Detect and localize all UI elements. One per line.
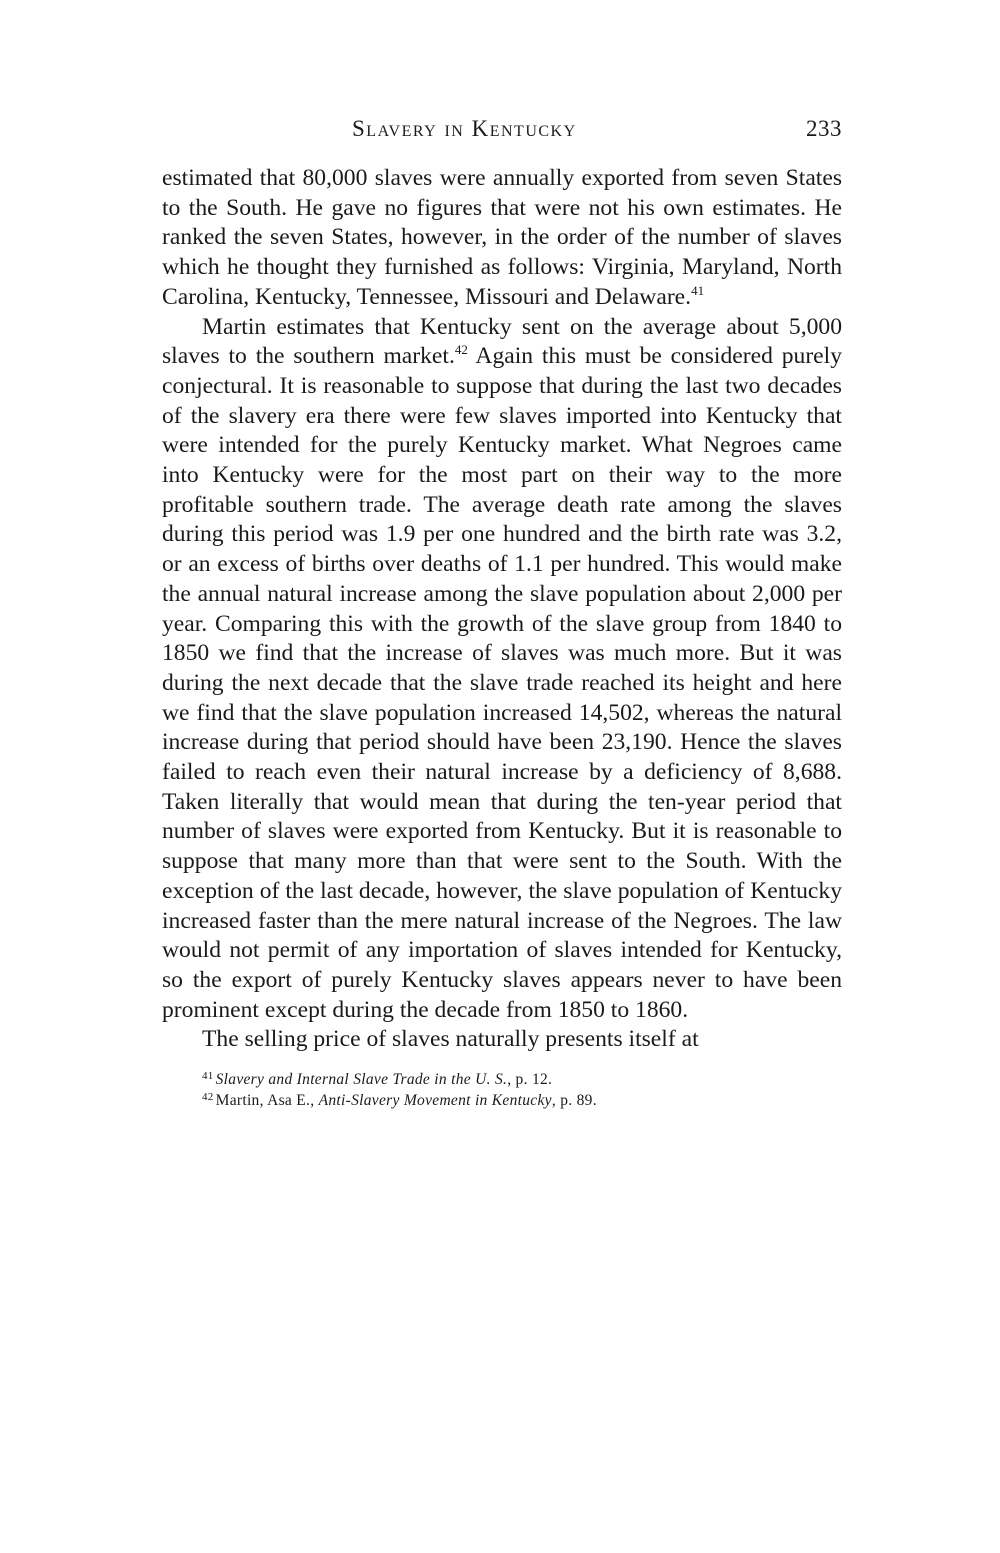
running-title: Slavery in Kentucky: [352, 116, 577, 141]
footnote-suffix: , p. 89.: [551, 1092, 597, 1110]
paragraph-3-text: The selling price of slaves naturally presents itself at: [202, 1026, 699, 1053]
footnotes: [162, 1069, 842, 1111]
footnote-41: [202, 1069, 842, 1090]
paragraph-2-text-b: Again this must be considered purely conjectural. It is reasonable to suppose that during the last two decades of the slavery era there were few slaves imported into Kentucky that were intended for the purely Kentucky market. What Negroes came into Kentucky were for the most part on their way to the more profitable southern trade. The average death rate among the slaves during this period was 1.9 per one hundred and the birth rate was 3.2, or an excess of births over deaths of 1.1 per hundred. This would make the annual natural increase among the slave population about 2,000 per year. Comparing this with the growth of the slave group from 1840 to 1850 we find that the increase of slaves was much more. But it was during the next decade that the slave trade reached its height and here we find that the slave population increased 14,502, whereas the natural increase during that period should have been 23,190. Hence the slaves failed to reach even their natural increase by a deficiency of 8,688. Taken literally that would mean that during the ten-year period that number of slaves were exported from Kentucky. But it is reasonable to suppose that many more than that were sent to the South. With the exception of the last decade, however, the slave population of Kentucky increased faster than the mere natural increase of the Negroes. The law would not permit of any importation of slaves intended for Kentucky, so the export of purely Kentucky slaves appears never to have been prominent except during the decade from 1850 to 1860.: [162, 343, 843, 1023]
paragraph-1-text: estimated that 80,000 slaves were annually exported from seven States to the South. He gave no figures that were not his own estimates. He ranked the seven States, however, in the order of the number of slaves which he thought they furnished as follows: Virginia, Maryland, North Carolina, Kentucky, Tennessee, Missouri and Delaware.: [162, 165, 842, 310]
footnote-prefix: Martin, Asa E.,: [215, 1092, 319, 1110]
paragraph-1: [162, 164, 842, 313]
footnote-title: Slavery and Internal Slave Trade in the U. S.: [215, 1071, 508, 1089]
running-head: [162, 112, 842, 148]
footnote-marker: 41: [202, 1070, 214, 1083]
paragraph-2: [162, 313, 842, 1026]
footnote-title: Anti-Slavery Movement in Kentucky: [318, 1092, 552, 1110]
book-page: [162, 112, 842, 1111]
page-number: 233: [806, 116, 842, 141]
paragraph-3: [162, 1025, 842, 1055]
paragraph-2-text-a: Martin estimates that Kentucky sent on the average about 5,000 slaves to the southern market.: [162, 313, 842, 370]
footnote-42: [202, 1090, 842, 1111]
footnote-ref-41: 41: [691, 282, 705, 298]
footnote-ref-42: 42: [454, 342, 468, 358]
footnote-suffix: , p. 12.: [507, 1071, 553, 1089]
body-text: [162, 164, 842, 1055]
footnote-marker: 42: [202, 1091, 214, 1104]
